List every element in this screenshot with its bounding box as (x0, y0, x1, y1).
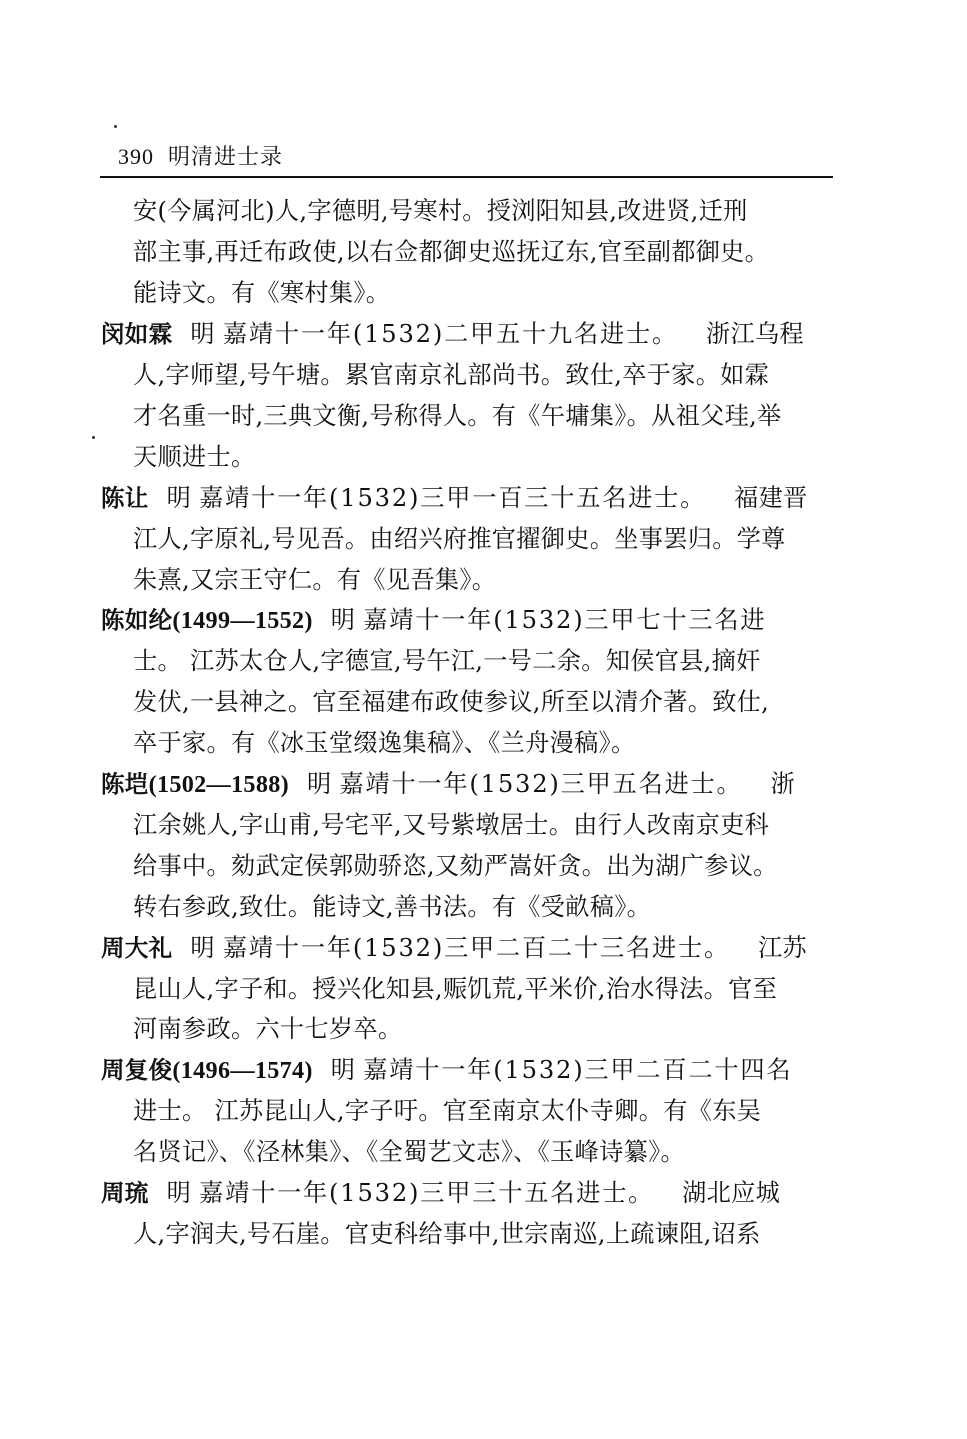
book-title: 明清进士录 (168, 145, 284, 170)
text-line: 河南参政。六十七岁卒。 (133, 1015, 403, 1043)
entry-dynasty: 明 (166, 484, 192, 512)
text-line: 人,字润夫,号石崖。官吏科给事中,世宗南巡,上疏谏阻,诏系 (133, 1220, 761, 1248)
entry-text: 福建晋 (734, 484, 808, 512)
text-line: 昆山人,字子和。授兴化知县,赈饥荒,平米价,治水得法。官至 (133, 975, 778, 1003)
text-line: 江余姚人,字山甫,号宅平,又号紫墩居士。由行人改南京吏科 (133, 811, 770, 839)
entry-name: 闵如霖 (101, 320, 173, 348)
entry-name: 陈如纶 (101, 606, 173, 634)
entry-text: 浙江乌程 (705, 320, 804, 348)
entry-heading-line (101, 483, 833, 513)
entry-dynasty: 明 (190, 320, 215, 348)
entry-exam: 嘉靖十一年(1532)三甲三十五名进士。 (199, 1179, 655, 1207)
entry-exam: 嘉靖十一年(1532)三甲一百三十五名进士。 (199, 484, 707, 512)
entry-heading-line (101, 605, 833, 636)
entry-heading-line (101, 1178, 833, 1208)
text-line: 士。 江苏太仓人,字德宣,号午江,一号二余。知侯官县,摘奸 (133, 647, 761, 675)
text-line: 才名重一时,三典文衡,号称得人。有《午墉集》。从祖父珪,举 (133, 402, 782, 430)
scan-speck (114, 125, 117, 128)
text-line: 能诗文。有《寒村集》。 (133, 279, 391, 307)
text-line: 发伏,一县神之。官至福建布政使参议,所至以清介著。致仕, (133, 688, 770, 716)
entry-dynasty: 明 (190, 934, 215, 962)
entry-heading-line (101, 1055, 833, 1086)
entry-dynasty: 明 (330, 1056, 356, 1084)
header-rule (100, 176, 833, 178)
entry-years: (1499—1552) (172, 607, 313, 634)
entry-dynasty: 明 (306, 770, 332, 798)
entry-name: 周琉 (101, 1179, 149, 1207)
entry-years: (1496—1574) (172, 1057, 313, 1084)
entry-heading-line (101, 933, 833, 963)
text-line: 江人,字原礼,号见吾。由绍兴府推官擢御史。坐事罢归。学尊 (133, 525, 786, 553)
entry-exam: 嘉靖十一年(1532)二甲五十九名进士。 (222, 320, 678, 348)
entry-exam: 嘉靖十一年(1532)三甲五名进士。 (339, 770, 743, 798)
text-line: 朱熹,又宗王守仁。有《见吾集》。 (133, 566, 497, 594)
text-line: 进士。 江苏昆山人,字子吁。官至南京太仆寺卿。有《东吴 (133, 1097, 762, 1125)
text-line: 卒于家。有《冰玉堂缀逸集稿》、《兰舟漫稿》。 (133, 729, 636, 757)
entry-heading-line (101, 769, 833, 800)
text-line: 部主事,再迁布政使,以右佥都御史巡抚辽东,官至副都御史。 (133, 238, 770, 266)
text-line: 天顺进士。 (133, 443, 256, 471)
page-number: 390 (118, 144, 154, 169)
entry-heading-line (101, 319, 833, 349)
entry-dynasty: 明 (330, 606, 356, 634)
text-line: 安(今属河北)人,字德明,号寒村。授浏阳知县,改进贤,迁刑 (133, 197, 748, 225)
text-line: 给事中。劾武定侯郭勋骄恣,又劾严嵩奸贪。出为湖广参议。 (133, 852, 778, 880)
text-line: 转右参政,致仕。能诗文,善书法。有《受畝稿》。 (133, 893, 652, 921)
entry-name: 陈让 (101, 484, 149, 512)
scan-speck (92, 436, 95, 439)
entry-exam: 嘉靖十一年(1532)三甲二百二十三名进士。 (222, 934, 730, 962)
entry-name: 周复俊 (101, 1056, 173, 1084)
text-line: 名贤记》、《泾林集》、《全蜀艺文志》、《玉峰诗纂》。 (133, 1138, 685, 1166)
entry-name: 周大礼 (101, 934, 173, 962)
text-line: 人,字师望,号午塘。累官南京礼部尚书。致仕,卒于家。如霖 (133, 361, 770, 389)
entry-dynasty: 明 (166, 1179, 192, 1207)
running-header (118, 140, 283, 171)
entry-exam: 嘉靖十一年(1532)三甲二百二十四名 (363, 1056, 793, 1084)
entry-text: 浙 (770, 770, 796, 798)
entry-years: (1502—1588) (148, 771, 289, 798)
entry-exam: 嘉靖十一年(1532)三甲七十三名进 (363, 606, 767, 634)
entry-text: 江苏 (757, 934, 807, 962)
entry-text: 湖北应城 (682, 1179, 781, 1207)
entry-name: 陈垲 (101, 770, 149, 798)
